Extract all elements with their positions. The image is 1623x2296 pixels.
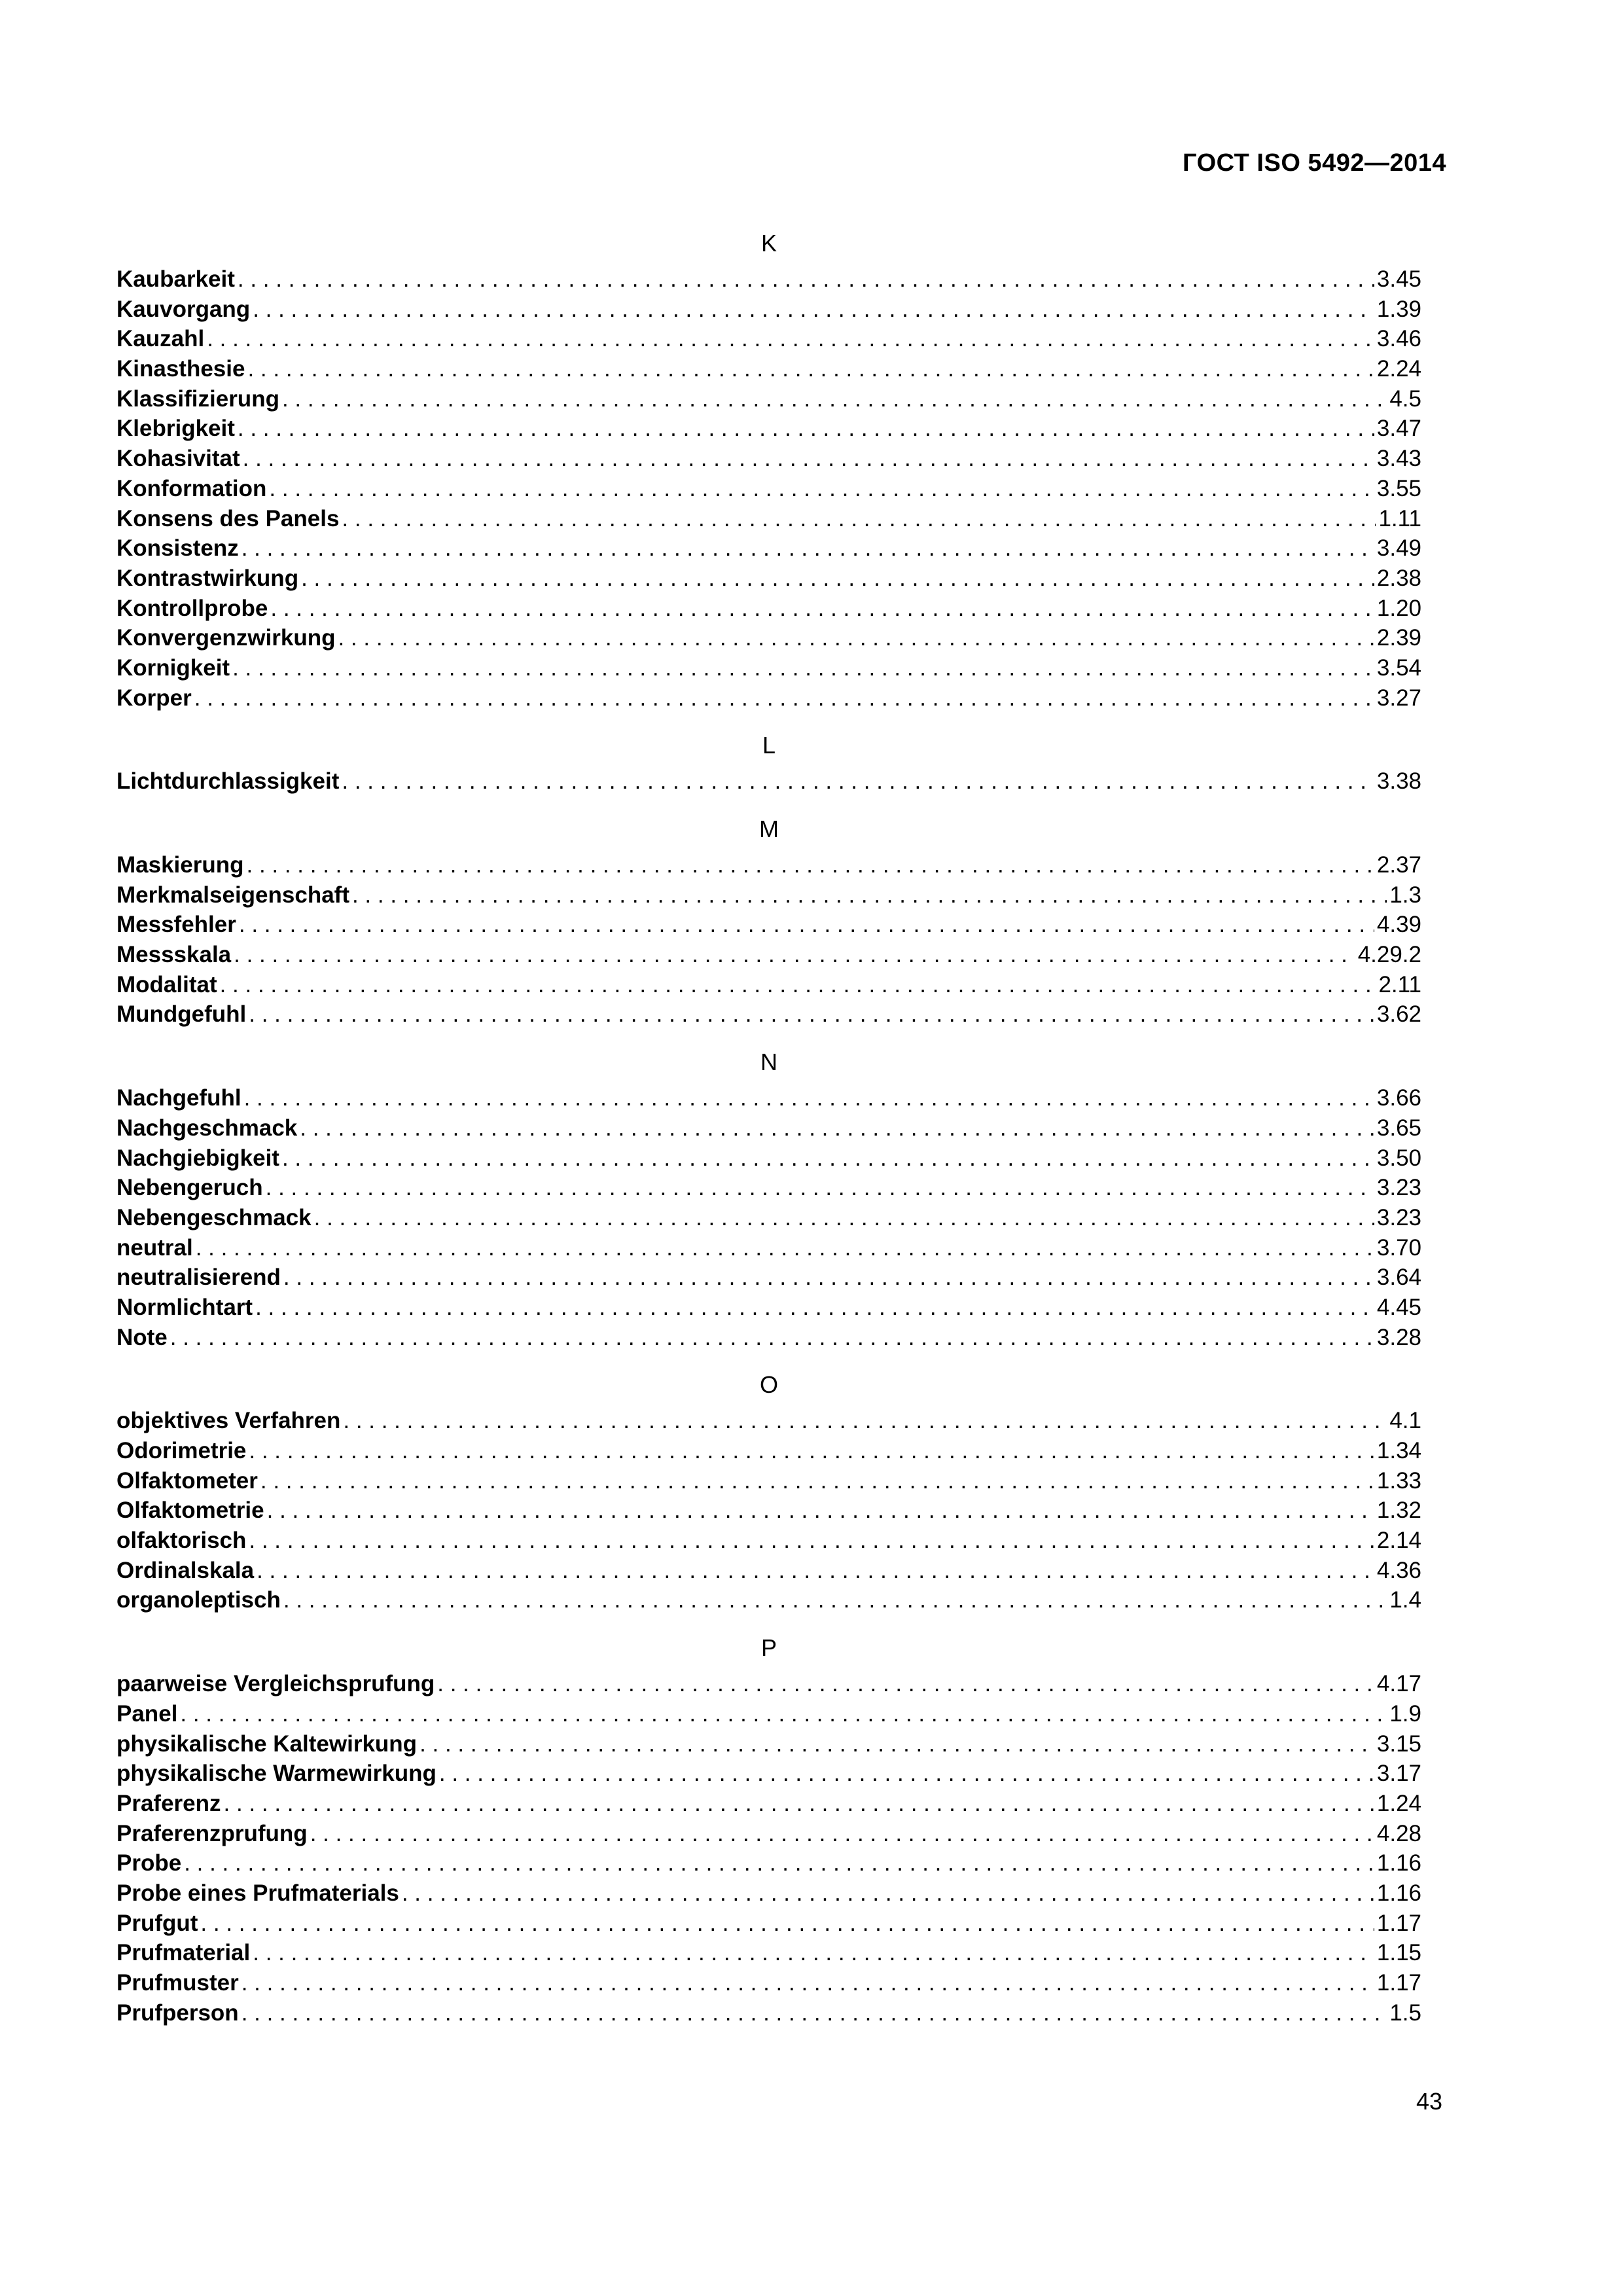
dot-leader xyxy=(352,880,1387,910)
dot-leader xyxy=(249,1526,1374,1556)
dot-leader xyxy=(220,970,1376,1000)
index-reference: 1.34 xyxy=(1376,1438,1421,1463)
index-term: Modalitat xyxy=(116,971,217,997)
index-entry xyxy=(116,850,1421,880)
dot-leader xyxy=(437,1669,1374,1699)
index-entry xyxy=(116,384,1421,414)
dot-leader xyxy=(267,1496,1374,1526)
index-term: Kontrastwirkung xyxy=(116,565,299,591)
index-entry xyxy=(116,1669,1421,1699)
index-reference: 3.43 xyxy=(1376,446,1421,472)
index-term: Messskala xyxy=(116,942,232,968)
dot-leader xyxy=(234,940,1355,970)
index-entry xyxy=(116,1848,1421,1878)
index-reference: 1.9 xyxy=(1389,1700,1421,1727)
section-letter: L xyxy=(762,732,776,759)
index-entry xyxy=(116,1878,1421,1909)
section-letter: M xyxy=(759,816,779,842)
index-reference: 4.1 xyxy=(1389,1408,1421,1434)
index-entry xyxy=(116,1233,1421,1263)
index-reference: 3.64 xyxy=(1376,1265,1421,1291)
index-entry xyxy=(116,880,1421,910)
dot-leader xyxy=(184,1848,1374,1878)
index-term: Merkmalseigenschaft xyxy=(116,882,349,908)
index-reference: 2.24 xyxy=(1376,356,1421,382)
dot-leader xyxy=(282,384,1387,414)
index-term: Konsistenz xyxy=(116,535,239,562)
index-entry xyxy=(116,1496,1421,1526)
dot-leader xyxy=(238,414,1374,444)
index-term: Nebengeschmack xyxy=(116,1204,312,1230)
dot-leader xyxy=(283,1263,1374,1293)
index-reference: 2.37 xyxy=(1376,852,1421,878)
dot-leader xyxy=(207,324,1374,354)
dot-leader xyxy=(200,1909,1374,1939)
index-term: physikalische Kaltewirkung xyxy=(116,1731,418,1757)
index-term: physikalische Warmewirkung xyxy=(116,1761,437,1787)
index-reference: 1.20 xyxy=(1376,595,1421,621)
index-term: Prufgut xyxy=(116,1910,198,1936)
index-reference: 2.14 xyxy=(1376,1528,1421,1554)
index-section xyxy=(116,1627,1421,2028)
index-reference: 3.17 xyxy=(1376,1761,1421,1787)
index-entry xyxy=(116,354,1421,384)
index-term: Klassifizierung xyxy=(116,386,279,412)
dot-leader xyxy=(241,533,1374,564)
index-reference: 3.45 xyxy=(1376,266,1421,292)
index-entry xyxy=(116,1143,1421,1174)
index-term: organoleptisch xyxy=(116,1587,281,1613)
section-letter: P xyxy=(760,1634,777,1662)
index-entry xyxy=(116,1113,1421,1143)
index-reference: 3.46 xyxy=(1376,326,1421,352)
index-term: Praferenz xyxy=(116,1790,221,1816)
index-term: Prufperson xyxy=(116,2000,239,2026)
dot-leader xyxy=(238,264,1374,295)
index-entry xyxy=(116,1819,1421,1849)
index-entry xyxy=(116,1323,1421,1353)
index-term: Ordinalskala xyxy=(116,1557,255,1583)
dot-leader xyxy=(243,444,1374,474)
dot-leader xyxy=(247,850,1374,880)
index-reference: 3.55 xyxy=(1376,475,1421,501)
index-term: Probe eines Prufmaterials xyxy=(116,1880,399,1906)
index-term: Praferenzprufung xyxy=(116,1820,308,1846)
index-reference: 3.23 xyxy=(1376,1175,1421,1201)
dot-leader xyxy=(253,1938,1374,1968)
index-entry xyxy=(116,623,1421,653)
index-term: Klebrigkeit xyxy=(116,416,235,442)
index-reference: 4.5 xyxy=(1389,386,1421,412)
dot-leader xyxy=(283,1585,1387,1615)
index-entry xyxy=(116,1699,1421,1729)
index-entry xyxy=(116,683,1421,713)
index-entry xyxy=(116,1293,1421,1323)
dot-leader xyxy=(224,1789,1374,1819)
index-section xyxy=(116,808,1421,1030)
index-term: Probe xyxy=(116,1850,182,1876)
index-reference: 1.16 xyxy=(1376,1880,1421,1906)
index-entry xyxy=(116,474,1421,504)
index-entry xyxy=(116,533,1421,564)
index-reference: 4.29.2 xyxy=(1357,942,1421,968)
index-reference: 4.45 xyxy=(1376,1294,1421,1320)
dot-leader xyxy=(270,594,1374,624)
index-term: Kauzahl xyxy=(116,326,205,352)
index-entry xyxy=(116,1909,1421,1939)
index-entry xyxy=(116,1968,1421,1998)
index-reference: 3.66 xyxy=(1376,1085,1421,1111)
dot-leader xyxy=(247,354,1374,384)
index-term: Normlichtart xyxy=(116,1294,253,1320)
index-reference: 3.23 xyxy=(1376,1204,1421,1230)
index-term: olfaktorisch xyxy=(116,1528,247,1554)
index-entry xyxy=(116,1585,1421,1615)
index-entry xyxy=(116,1466,1421,1496)
index-entry xyxy=(116,1526,1421,1556)
index-term: Kinasthesie xyxy=(116,356,245,382)
index-entry xyxy=(116,1173,1421,1203)
index-entry xyxy=(116,1263,1421,1293)
dot-leader xyxy=(310,1819,1374,1849)
dot-leader xyxy=(342,504,1376,534)
index-reference: 1.11 xyxy=(1378,505,1421,531)
index-term: Nebengeruch xyxy=(116,1175,263,1201)
dot-leader xyxy=(253,295,1374,325)
index-term: Note xyxy=(116,1324,168,1350)
index-reference: 3.47 xyxy=(1376,416,1421,442)
index-reference: 3.70 xyxy=(1376,1234,1421,1261)
dot-leader xyxy=(301,564,1374,594)
index-term: Nachgefuhl xyxy=(116,1085,241,1111)
index-entry xyxy=(116,324,1421,354)
index-reference: 3.38 xyxy=(1376,768,1421,795)
index-section xyxy=(116,725,1421,797)
dot-leader xyxy=(343,1406,1387,1436)
index-term: Prufmaterial xyxy=(116,1940,251,1966)
section-letter: K xyxy=(760,230,777,257)
index-term: Kohasivitat xyxy=(116,446,240,472)
index-reference: 1.32 xyxy=(1376,1498,1421,1524)
index-entry xyxy=(116,999,1421,1030)
index-reference: 3.27 xyxy=(1376,685,1421,711)
index-term: Olfaktometrie xyxy=(116,1498,264,1524)
index-reference: 3.65 xyxy=(1376,1115,1421,1141)
index-term: Korper xyxy=(116,685,192,711)
dot-leader xyxy=(249,1436,1374,1466)
index-term: Odorimetrie xyxy=(116,1438,247,1463)
index-entry xyxy=(116,1083,1421,1113)
section-letter: N xyxy=(760,1049,777,1076)
index-entry xyxy=(116,1729,1421,1759)
index-entry xyxy=(116,295,1421,325)
index-section xyxy=(116,223,1421,713)
dot-leader xyxy=(338,623,1374,653)
index-reference: 1.16 xyxy=(1376,1850,1421,1876)
index-reference: 4.39 xyxy=(1376,912,1421,938)
index-entry xyxy=(116,1938,1421,1968)
index-reference: 4.17 xyxy=(1376,1671,1421,1697)
dot-leader xyxy=(241,1998,1387,2028)
dot-leader xyxy=(196,1233,1374,1263)
index-entry xyxy=(116,970,1421,1000)
index-term: Kontrollprobe xyxy=(116,595,268,621)
index-entry xyxy=(116,940,1421,970)
index-section xyxy=(116,1364,1421,1615)
index-reference: 3.28 xyxy=(1376,1324,1421,1350)
dot-leader xyxy=(402,1878,1374,1909)
index-reference: 2.39 xyxy=(1376,625,1421,651)
index-entry xyxy=(116,766,1421,797)
index-term: paarweise Vergleichsprufung xyxy=(116,1671,435,1697)
index-entry xyxy=(116,1203,1421,1233)
index-entry xyxy=(116,444,1421,474)
document-header: ГОСТ ISO 5492—2014 xyxy=(1183,149,1446,177)
dot-leader xyxy=(314,1203,1374,1233)
index-entry xyxy=(116,594,1421,624)
dot-leader xyxy=(260,1466,1374,1496)
index-reference: 3.49 xyxy=(1376,535,1421,562)
index-reference: 2.11 xyxy=(1378,971,1421,997)
index-term: Nachgiebigkeit xyxy=(116,1145,279,1171)
index-entry xyxy=(116,1998,1421,2028)
index-reference: 1.17 xyxy=(1376,1970,1421,1996)
index-term: Lichtdurchlassigkeit xyxy=(116,768,340,795)
index-entry xyxy=(116,1436,1421,1466)
index-term: Messfehler xyxy=(116,912,236,938)
dot-leader xyxy=(249,999,1374,1030)
index-entry xyxy=(116,264,1421,295)
dot-leader xyxy=(342,766,1374,797)
index-term: Mundgefuhl xyxy=(116,1001,247,1028)
dot-leader xyxy=(439,1759,1374,1789)
index-reference: 3.54 xyxy=(1376,655,1421,681)
index-term: objektives Verfahren xyxy=(116,1408,341,1434)
index-entry xyxy=(116,1789,1421,1819)
index-term: Kauvorgang xyxy=(116,296,251,322)
index-entry xyxy=(116,1556,1421,1586)
dot-leader xyxy=(239,910,1374,940)
index-term: neutralisierend xyxy=(116,1265,281,1291)
index-reference: 1.33 xyxy=(1376,1467,1421,1494)
index-term: Panel xyxy=(116,1700,178,1727)
index-reference: 3.15 xyxy=(1376,1731,1421,1757)
index-entry xyxy=(116,1406,1421,1436)
index-reference: 1.4 xyxy=(1389,1587,1421,1613)
index-term: Nachgeschmack xyxy=(116,1115,298,1141)
index-term: Olfaktometer xyxy=(116,1467,258,1494)
index-section xyxy=(116,1041,1421,1352)
dot-leader xyxy=(282,1143,1374,1174)
index-term: Prufmuster xyxy=(116,1970,239,1996)
index-entry xyxy=(116,1759,1421,1789)
index-entry xyxy=(116,564,1421,594)
dot-leader xyxy=(170,1323,1374,1353)
index-reference: 1.5 xyxy=(1389,2000,1421,2026)
index-term: Konvergenzwirkung xyxy=(116,625,336,651)
index-term: Kornigkeit xyxy=(116,655,230,681)
dot-leader xyxy=(180,1699,1387,1729)
alphabetical-index xyxy=(116,223,1421,2028)
page-number: 43 xyxy=(1416,2088,1442,2115)
section-letter: O xyxy=(759,1371,778,1399)
index-reference: 2.38 xyxy=(1376,565,1421,591)
index-reference: 4.36 xyxy=(1376,1557,1421,1583)
dot-leader xyxy=(266,1173,1374,1203)
dot-leader xyxy=(419,1729,1374,1759)
index-reference: 4.28 xyxy=(1376,1820,1421,1846)
index-reference: 1.39 xyxy=(1376,296,1421,322)
index-term: Kaubarkeit xyxy=(116,266,235,292)
dot-leader xyxy=(300,1113,1374,1143)
index-entry xyxy=(116,910,1421,940)
index-reference: 1.24 xyxy=(1376,1790,1421,1816)
dot-leader xyxy=(269,474,1374,504)
index-reference: 3.62 xyxy=(1376,1001,1421,1028)
index-entry xyxy=(116,414,1421,444)
dot-leader xyxy=(255,1293,1374,1323)
dot-leader xyxy=(257,1556,1374,1586)
index-term: Maskierung xyxy=(116,852,244,878)
index-reference: 3.50 xyxy=(1376,1145,1421,1171)
index-term: neutral xyxy=(116,1234,193,1261)
index-term: Konformation xyxy=(116,475,267,501)
index-entry xyxy=(116,653,1421,683)
dot-leader xyxy=(194,683,1374,713)
index-entry xyxy=(116,504,1421,534)
dot-leader xyxy=(241,1968,1374,1998)
index-reference: 1.3 xyxy=(1389,882,1421,908)
dot-leader xyxy=(244,1083,1374,1113)
index-term: Konsens des Panels xyxy=(116,505,340,531)
index-reference: 1.17 xyxy=(1376,1910,1421,1936)
index-reference: 1.15 xyxy=(1376,1940,1421,1966)
dot-leader xyxy=(232,653,1374,683)
